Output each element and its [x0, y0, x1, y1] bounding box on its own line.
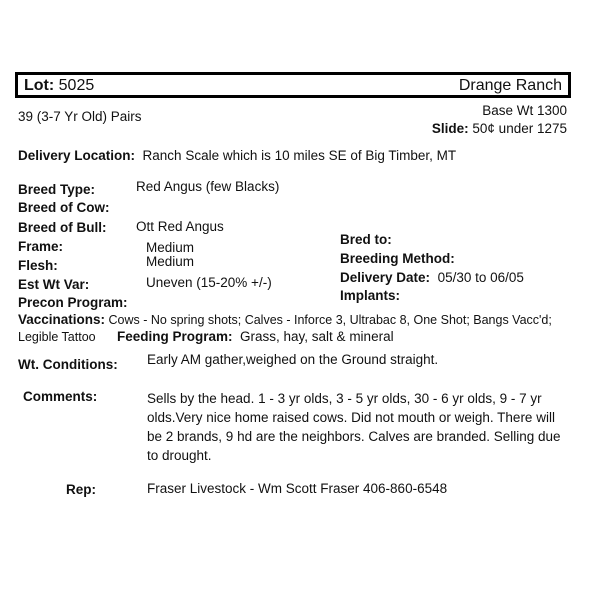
rep-value: Fraser Livestock - Wm Scott Fraser 406-860-6548 — [147, 481, 448, 496]
bred-to-label: Bred to: — [340, 232, 392, 247]
wt-conditions-label: Wt. Conditions: — [18, 357, 118, 372]
pairs-description: 39 (3-7 Yr Old) Pairs — [18, 109, 142, 124]
comments-value: Sells by the head. 1 - 3 yr olds, 3 - 5 yr olds, 30 - 6 yr olds, 9 - 7 yr olds.Very nice home raised cows. Did not mouth or weigh. There will be 2 brands, 9 hd are the neighbors. Calves are branded. Selling due to drought. — [147, 391, 561, 463]
delivery-date — [340, 270, 524, 285]
slide — [432, 121, 567, 136]
base-weight: Base Wt 1300 — [482, 103, 567, 118]
vaccinations — [18, 312, 552, 327]
feeding-program — [117, 329, 394, 344]
breed-of-cow-label: Breed of Cow: — [18, 200, 110, 215]
vaccinations-line1: Cows - No spring shots; Calves - Inforce 3, Ultrabac 8, One Shot; Bangs Vacc'd; — [108, 313, 552, 327]
delivery-date-label: Delivery Date: — [340, 270, 431, 285]
delivery-location-label: Delivery Location: — [18, 148, 136, 163]
wt-conditions-value: Early AM gather,weighed on the Ground straight. — [147, 352, 439, 367]
breed-of-bull-label: Breed of Bull: — [18, 220, 107, 235]
feeding-program-value: Grass, hay, salt & mineral — [240, 329, 394, 344]
flesh-label: Flesh: — [18, 258, 58, 273]
breed-type-value: Red Angus (few Blacks) — [136, 179, 280, 194]
implants-label: Implants: — [340, 288, 401, 303]
delivery-location-value: Ranch Scale which is 10 miles SE of Big Timber, MT — [142, 148, 457, 163]
breeding-method-label: Breeding Method: — [340, 251, 455, 266]
precon-program-label: Precon Program: — [18, 295, 128, 310]
slide-value: 50¢ under 1275 — [472, 121, 567, 136]
lot-header — [15, 72, 571, 98]
delivery-date-value: 05/30 to 06/05 — [437, 270, 524, 285]
vaccinations-line2: Legible Tattoo — [18, 330, 96, 344]
comments-label: Comments: — [23, 389, 98, 404]
slide-label: Slide: — [431, 121, 469, 136]
lot-value: 5025 — [58, 77, 95, 94]
breed-of-bull-value: Ott Red Angus — [136, 219, 224, 234]
frame-value: Medium — [146, 240, 195, 255]
frame-label: Frame: — [18, 239, 64, 254]
rep-label: Rep: — [66, 482, 96, 497]
est-wt-var-value: Uneven (15-20% +/-) — [146, 275, 272, 290]
vaccinations-label: Vaccinations: — [18, 312, 106, 327]
breed-type-label: Breed Type: — [18, 182, 96, 197]
lot-label: Lot: — [24, 77, 55, 94]
ranch-name: Drange Ranch — [458, 77, 562, 94]
delivery-location — [18, 148, 456, 163]
flesh-value: Medium — [146, 254, 195, 269]
lot-number — [24, 77, 94, 95]
feeding-program-label: Feeding Program: — [117, 329, 233, 344]
est-wt-var-label: Est Wt Var: — [18, 277, 90, 292]
